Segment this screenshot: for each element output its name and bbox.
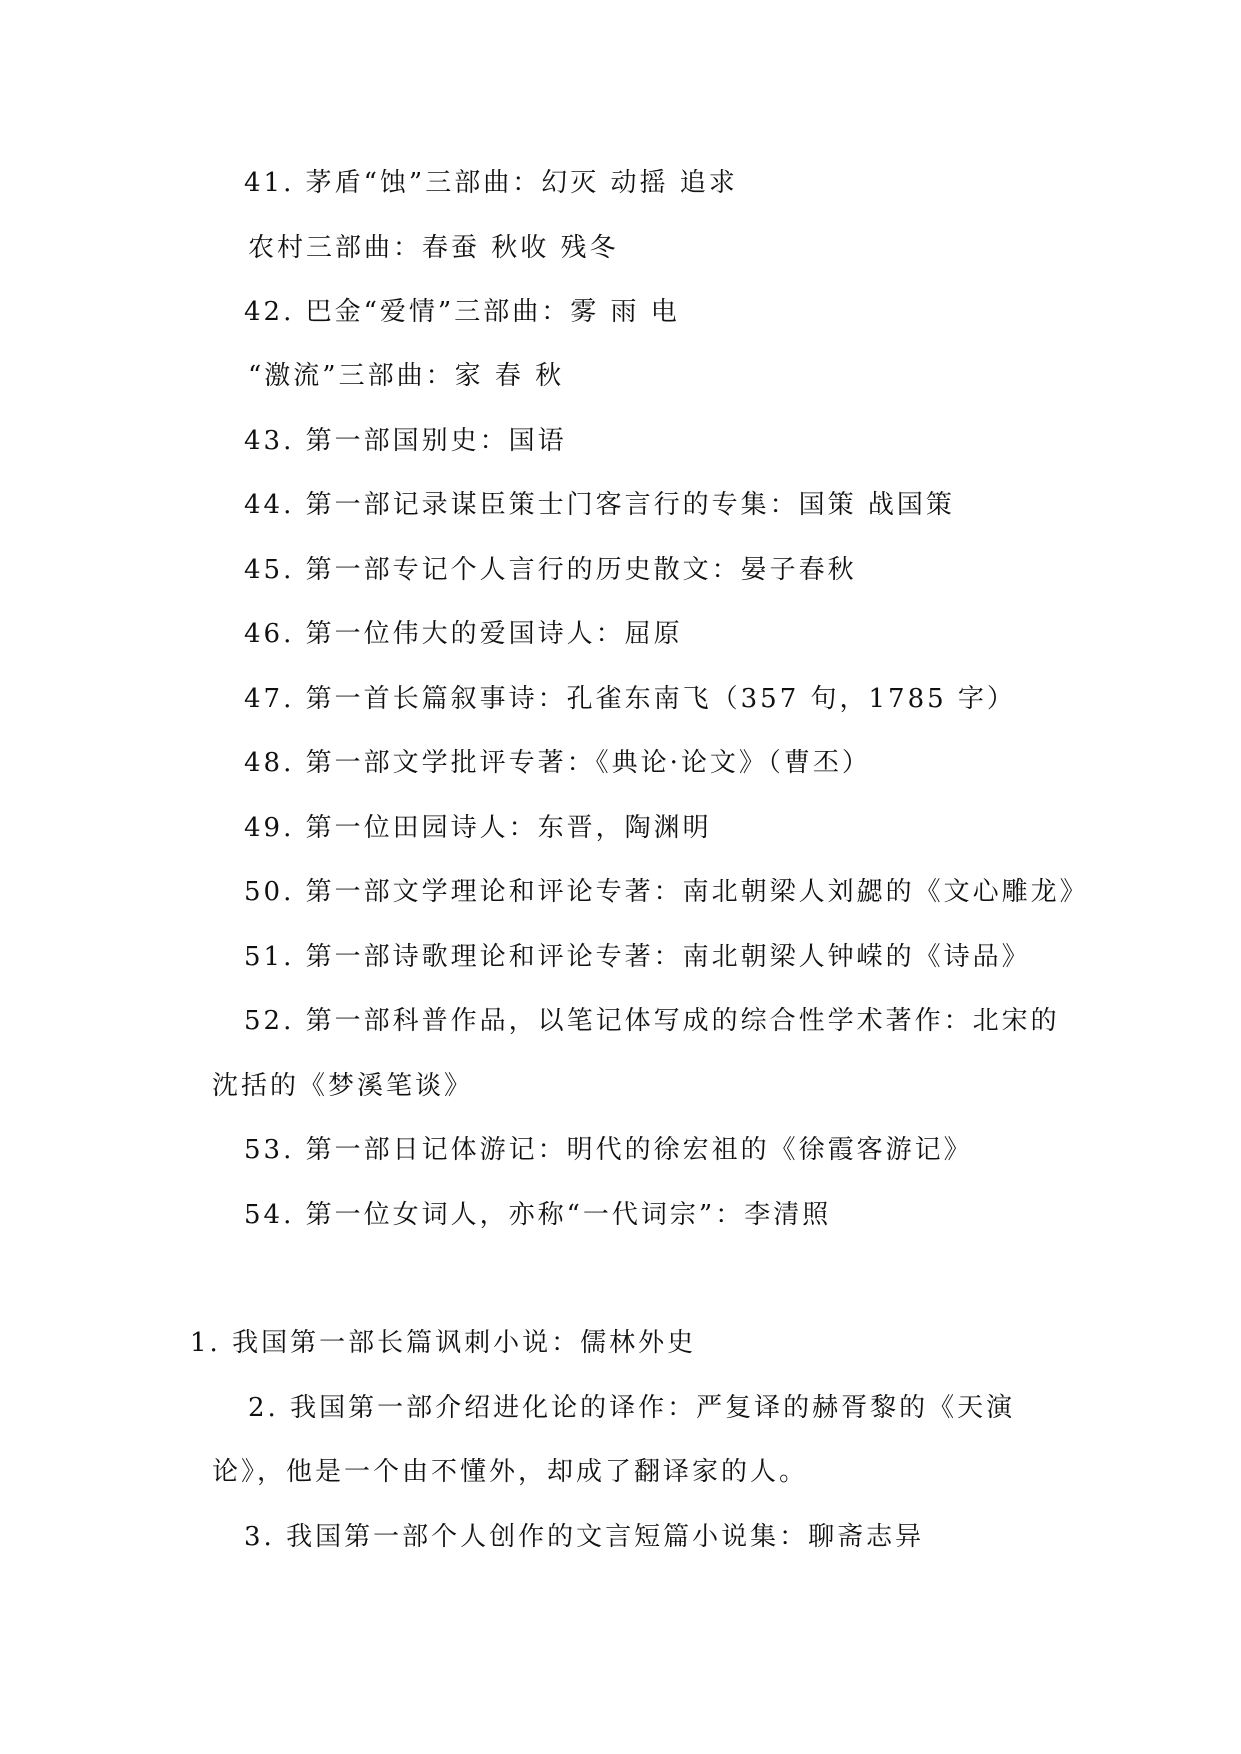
text-line-41-continued: 农村三部曲：春蚕 秋收 残冬 <box>248 233 619 263</box>
text-line-s2-2: 2. 我国第一部介绍进化论的译作：严复译的赫胥黎的《天演 <box>248 1393 1016 1423</box>
text-line-s2-3: 3. 我国第一部个人创作的文言短篇小说集：聊斋志异 <box>244 1522 925 1552</box>
text-line-43: 43. 第一部国别史：国语 <box>244 426 567 456</box>
text-line-42: 42. 巴金“爱情”三部曲：雾 雨 电 <box>244 297 680 327</box>
text-line-47: 47. 第一首长篇叙事诗：孔雀东南飞（357 句，1785 字） <box>244 684 1016 714</box>
text-line-41: 41. 茅盾“蚀”三部曲：幻灭 动摇 追求 <box>244 168 738 198</box>
text-line-45: 45. 第一部专记个人言行的历史散文：晏子春秋 <box>244 555 857 585</box>
text-line-42-continued: “激流”三部曲：家 春 秋 <box>248 361 565 391</box>
text-line-52: 52. 第一部科普作品，以笔记体写成的综合性学术著作：北宋的 <box>244 1006 1060 1036</box>
text-line-51: 51. 第一部诗歌理论和评论专著：南北朝梁人钟嵘的《诗品》 <box>244 942 1031 972</box>
text-line-50: 50. 第一部文学理论和评论专著：南北朝梁人刘勰的《文心雕龙》 <box>244 877 1089 907</box>
text-line-46: 46. 第一位伟大的爱国诗人：屈原 <box>244 619 683 649</box>
text-line-48: 48. 第一部文学批评专著：《典论·论文》（曹丕） <box>244 748 871 778</box>
text-line-53: 53. 第一部日记体游记：明代的徐宏祖的《徐霞客游记》 <box>244 1135 973 1165</box>
text-line-s2-2-continued: 论》，他是一个由不懂外，却成了翻译家的人。 <box>212 1457 809 1487</box>
text-line-44: 44. 第一部记录谋臣策士门客言行的专集：国策 战国策 <box>244 490 955 520</box>
text-line-49: 49. 第一位田园诗人：东晋，陶渊明 <box>244 813 712 843</box>
text-line-s2-1: 1. 我国第一部长篇讽刺小说：儒林外史 <box>190 1328 697 1358</box>
text-line-54: 54. 第一位女词人，亦称“一代词宗”：李清照 <box>244 1200 832 1230</box>
text-line-52-continued: 沈括的《梦溪笔谈》 <box>212 1071 474 1101</box>
